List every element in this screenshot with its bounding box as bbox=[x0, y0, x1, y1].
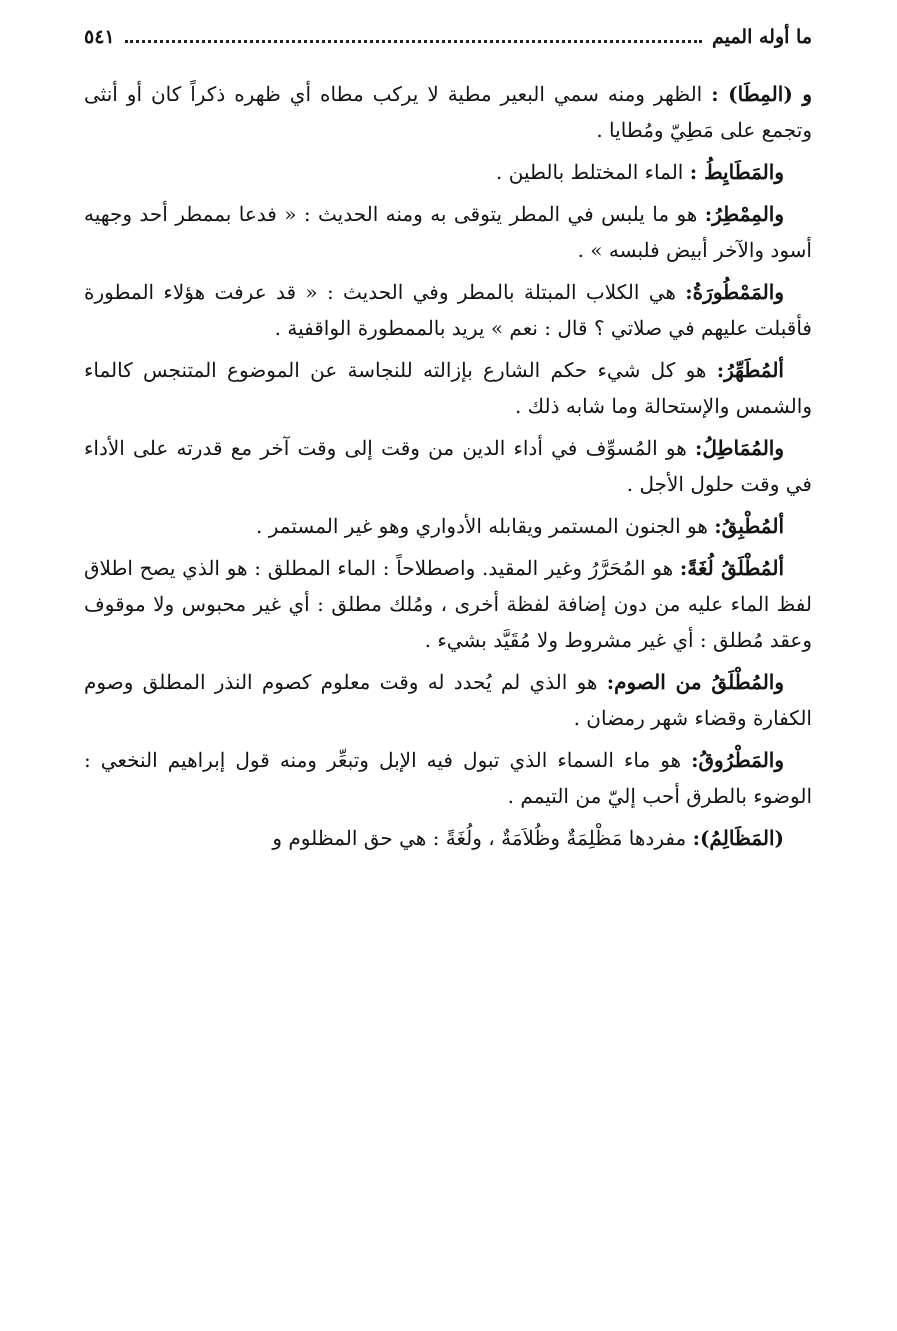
entry-term: و (المِطَا) : bbox=[711, 82, 813, 106]
entry-mutlaq bbox=[84, 550, 812, 658]
entry-term: ألمُطْبِقُ: bbox=[714, 514, 784, 538]
entry-mita bbox=[84, 76, 812, 148]
entry-term: والمَمْطُورَةُ: bbox=[685, 280, 784, 304]
entry-term: والمَطَايِطُ : bbox=[689, 160, 784, 184]
entry-mataiti bbox=[84, 154, 812, 190]
entry-definition: هو الذي لم يُحدد له وقت معلوم كصوم النذر المطلق وصوم الكفارة وقضاء شهر رمضان . bbox=[84, 670, 812, 730]
entry-term: (المَظَالِمُ): bbox=[692, 826, 784, 850]
chapter-title: ما أوله الميم bbox=[711, 26, 812, 48]
entry-term: والمُمَاطِلُ: bbox=[695, 436, 785, 460]
entry-definition: الظهر ومنه سمي البعير مطية لا يركب مطاه أي ظهره ذكراً كان أو أنثى وتجمع على مَطِيّ ومُطايا . bbox=[84, 82, 812, 142]
entry-term: والمِمْطِرُ: bbox=[704, 202, 785, 226]
book-page bbox=[84, 26, 812, 862]
entry-definition: هو ماء السماء الذي تبول فيه الإبل وتبعِّر ومنه قول إبراهيم النخعي : الوضوء بالطرق أحب إليّ من التيمم . bbox=[84, 748, 812, 808]
entry-mumatil bbox=[84, 430, 812, 502]
entry-term: والمَطْرُوقُ: bbox=[691, 748, 785, 772]
leader-dots bbox=[125, 28, 702, 43]
glossary-entries bbox=[84, 76, 812, 856]
entry-mutahhir bbox=[84, 352, 812, 424]
entry-definition: هو المُحَرَّرُ وغير المقيد. واصطلاحاً : الماء المطلق : هو الذي يصح اطلاق لفظ الماء عليه من دون إضافة لفظة أخرى ، ومُلك مطلق : أي غير محبوس ولا موقوف وعقد مُطلق : أي غير مشروط ولا مُقَيَّد بشيء . bbox=[84, 556, 812, 652]
entry-term: والمُطْلَقُ من الصوم: bbox=[606, 670, 785, 694]
entry-mimtar bbox=[84, 196, 812, 268]
page-number: ٥٤١ bbox=[84, 26, 115, 48]
entry-mamtura bbox=[84, 274, 812, 346]
entry-definition: مفردها مَظْلِمَةٌ وظُلاَمَةٌ ، ولُغَةً : هي حق المظلوم و bbox=[272, 826, 687, 850]
entry-mutlaq-sawm bbox=[84, 664, 812, 736]
entry-term: ألمُطَهِّرُ: bbox=[716, 358, 784, 382]
entry-definition: الماء المختلط بالطين . bbox=[496, 160, 684, 184]
entry-definition: هو الجنون المستمر ويقابله الأدواري وهو غير المستمر . bbox=[256, 514, 708, 538]
entry-definition: هو ما يلبس في المطر يتوقى به ومنه الحديث : « فدعا بممطر أحد وجهيه أسود والآخر أبيض فلبسه » . bbox=[84, 202, 812, 262]
running-header bbox=[84, 26, 812, 68]
entry-definition: هو المُسوِّف في أداء الدين من وقت إلى وقت آخر مع قدرته على الأداء في وقت حلول الأجل . bbox=[84, 436, 812, 496]
entry-mazalim bbox=[84, 820, 812, 856]
entry-definition: هي الكلاب المبتلة بالمطر وفي الحديث : « قد عرفت هؤلاء المطورة فأقبلت عليهم في صلاتي ؟ قال : نعم » يريد بالممطورة الواقفية . bbox=[84, 280, 812, 340]
entry-definition: هو كل شيء حكم الشارع بإزالته للنجاسة عن الموضوع المتنجس كالماء والشمس والإستحالة وما شابه ذلك . bbox=[84, 358, 812, 418]
entry-matruq bbox=[84, 742, 812, 814]
entry-mutbiq bbox=[84, 508, 812, 544]
entry-term: ألمُطْلَقُ لُغَةً: bbox=[679, 556, 785, 580]
